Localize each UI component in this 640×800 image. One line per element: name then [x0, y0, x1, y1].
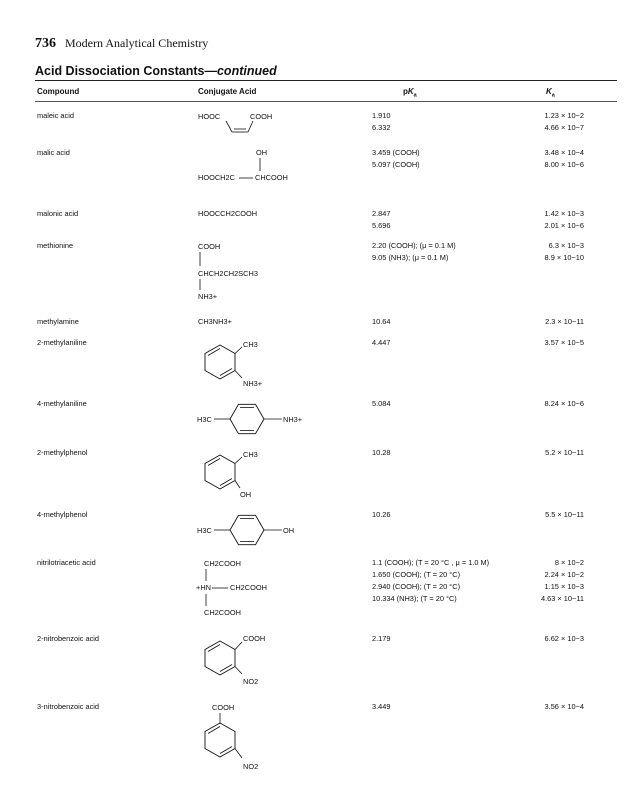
- structure-label: OH: [256, 148, 268, 157]
- ka-value: 2.24 × 10−2: [544, 570, 584, 579]
- compound-name: malonic acid: [37, 209, 79, 218]
- structure-label: COOH: [198, 242, 221, 251]
- maleic-acid-structure: [190, 110, 310, 140]
- nitrilotriacetic-acid-structure: [190, 557, 330, 619]
- methionine-structure: [190, 240, 310, 302]
- ka-value: 6.3 × 10−3: [548, 241, 584, 250]
- ka-value: 1.42 × 10−3: [544, 209, 584, 218]
- 2-methylaniline-structure: [190, 335, 310, 391]
- pka-value: 2.940 (COOH); (T = 20 °C): [372, 582, 461, 591]
- structure-label: COOH: [243, 634, 266, 643]
- compound-name: nitrilotriacetic acid: [37, 558, 96, 567]
- compound-name: maleic acid: [37, 111, 74, 120]
- 4-methylphenol-structure: [190, 505, 340, 549]
- pka-value: 6.332: [372, 123, 391, 132]
- pka-value: 9.05 (NH3); (μ = 0.1 M): [372, 253, 449, 262]
- page-number: 736: [35, 36, 56, 51]
- pka-value: 2.847: [372, 209, 391, 218]
- structure-label: NH3+: [198, 292, 218, 301]
- table-top-rule: [35, 80, 617, 81]
- 3-nitrobenzoic-acid-structure: [190, 701, 310, 777]
- ka-value: 4.66 × 10−7: [544, 123, 584, 132]
- conjugate-acid: CH3NH3+: [198, 317, 232, 326]
- 2-methylphenol-structure: [190, 445, 310, 501]
- structure-label: H3C: [197, 415, 212, 424]
- ka-value: 1.15 × 10−3: [544, 582, 584, 591]
- ka-value: 5.5 × 10−11: [545, 510, 584, 519]
- compound-name: 2-methylphenol: [37, 448, 88, 457]
- pka-value: 2.20 (COOH); (μ = 0.1 M): [372, 241, 456, 250]
- ka-value: 3.48 × 10−4: [544, 148, 584, 157]
- structure-label: CH3: [243, 450, 258, 459]
- compound-name: methionine: [37, 241, 74, 250]
- pka-value: 1.1 (COOH); (T = 20 °C , μ = 1.0 M): [372, 558, 490, 567]
- ka-value: 8.9 × 10−10: [544, 253, 584, 262]
- pka-value: 4.447: [372, 338, 391, 347]
- ka-value: 3.56 × 10−4: [544, 702, 584, 711]
- page-header: [35, 36, 208, 52]
- pka-value: 10.26: [372, 510, 391, 519]
- structure-label: NH3+: [283, 415, 303, 424]
- ka-value: 6.62 × 10−3: [544, 634, 584, 643]
- ka-value: 2.01 × 10−6: [544, 221, 584, 230]
- compound-name: 3-nitrobenzoic acid: [37, 702, 100, 711]
- pka-value: 5.097 (COOH): [372, 160, 420, 169]
- structure-label: CH2COOH: [204, 608, 241, 617]
- ka-value: 5.2 × 10−11: [545, 448, 584, 457]
- 4-methylaniline-structure: [190, 394, 340, 438]
- pka-value: 5.084: [372, 399, 391, 408]
- compound-name: 2-methylaniline: [37, 338, 87, 347]
- structure-label: NO2: [243, 762, 259, 771]
- malic-acid-structure: [190, 147, 330, 187]
- col-header-conjugate-acid: Conjugate Acid: [198, 87, 257, 96]
- structure-label: CH2COOH: [230, 583, 267, 592]
- structure-label: OH: [283, 526, 295, 535]
- compound-name: 4-methylaniline: [37, 399, 87, 408]
- structure-label: NO2: [243, 677, 259, 686]
- table-title-text: Acid Dissociation Constants: [35, 64, 205, 78]
- compound-name: 2-nitrobenzoic acid: [37, 634, 100, 643]
- compound-name: malic acid: [37, 148, 70, 157]
- structure-label: CH3: [243, 340, 258, 349]
- pka-value: 1.910: [372, 111, 391, 120]
- pka-value: 10.64: [372, 317, 391, 326]
- compound-name: 4-methylphenol: [37, 510, 88, 519]
- ka-value: 8 × 10−2: [554, 558, 584, 567]
- structure-label: H3C: [197, 526, 212, 535]
- 2-nitrobenzoic-acid-structure: [190, 631, 310, 689]
- col-header-pka: $pK_a$: [403, 87, 417, 99]
- structure-label: CH2COOH: [204, 559, 241, 568]
- compound-name: methylamine: [37, 317, 79, 326]
- ka-value: 8.24 × 10−6: [544, 399, 584, 408]
- ka-value: 4.63 × 10−11: [540, 594, 584, 603]
- table-title-suffix: —continued: [204, 64, 277, 78]
- structure-label: NH3+: [243, 379, 263, 388]
- pka-value: 1.650 (COOH); (T = 20 °C): [372, 570, 461, 579]
- col-header-compound: Compound: [37, 87, 80, 96]
- structure-label: HOOCH2C: [198, 173, 235, 182]
- ka-value: 2.3 × 10−11: [545, 317, 584, 326]
- structure-label: HOOC: [198, 112, 221, 121]
- pka-value: 3.449: [372, 702, 391, 711]
- book-title: Modern Analytical Chemistry: [65, 36, 209, 50]
- pka-value: 5.696: [372, 221, 391, 230]
- pka-value: 2.179: [372, 634, 391, 643]
- col-header-ka: $K_a$: [546, 87, 555, 99]
- structure-label: +HN: [196, 583, 211, 592]
- pka-value: 10.334 (NH3); (T = 20 °C): [372, 594, 457, 603]
- pka-value: 3.459 (COOH): [372, 148, 420, 157]
- ka-value: 1.23 × 10−2: [544, 111, 584, 120]
- table-title: [35, 64, 277, 78]
- structure-label: OH: [240, 490, 252, 499]
- pka-value: 10.28: [372, 448, 391, 457]
- conjugate-acid: HOOCCH2COOH: [198, 209, 258, 218]
- structure-label: COOH: [250, 112, 273, 121]
- table-header-rule: [35, 101, 617, 102]
- structure-label: CHCOOH: [255, 173, 288, 182]
- structure-label: CHCH2CH2SCH3: [198, 269, 258, 278]
- structure-label: COOH: [212, 703, 235, 712]
- ka-value: 8.00 × 10−6: [544, 160, 584, 169]
- ka-value: 3.57 × 10−5: [544, 338, 584, 347]
